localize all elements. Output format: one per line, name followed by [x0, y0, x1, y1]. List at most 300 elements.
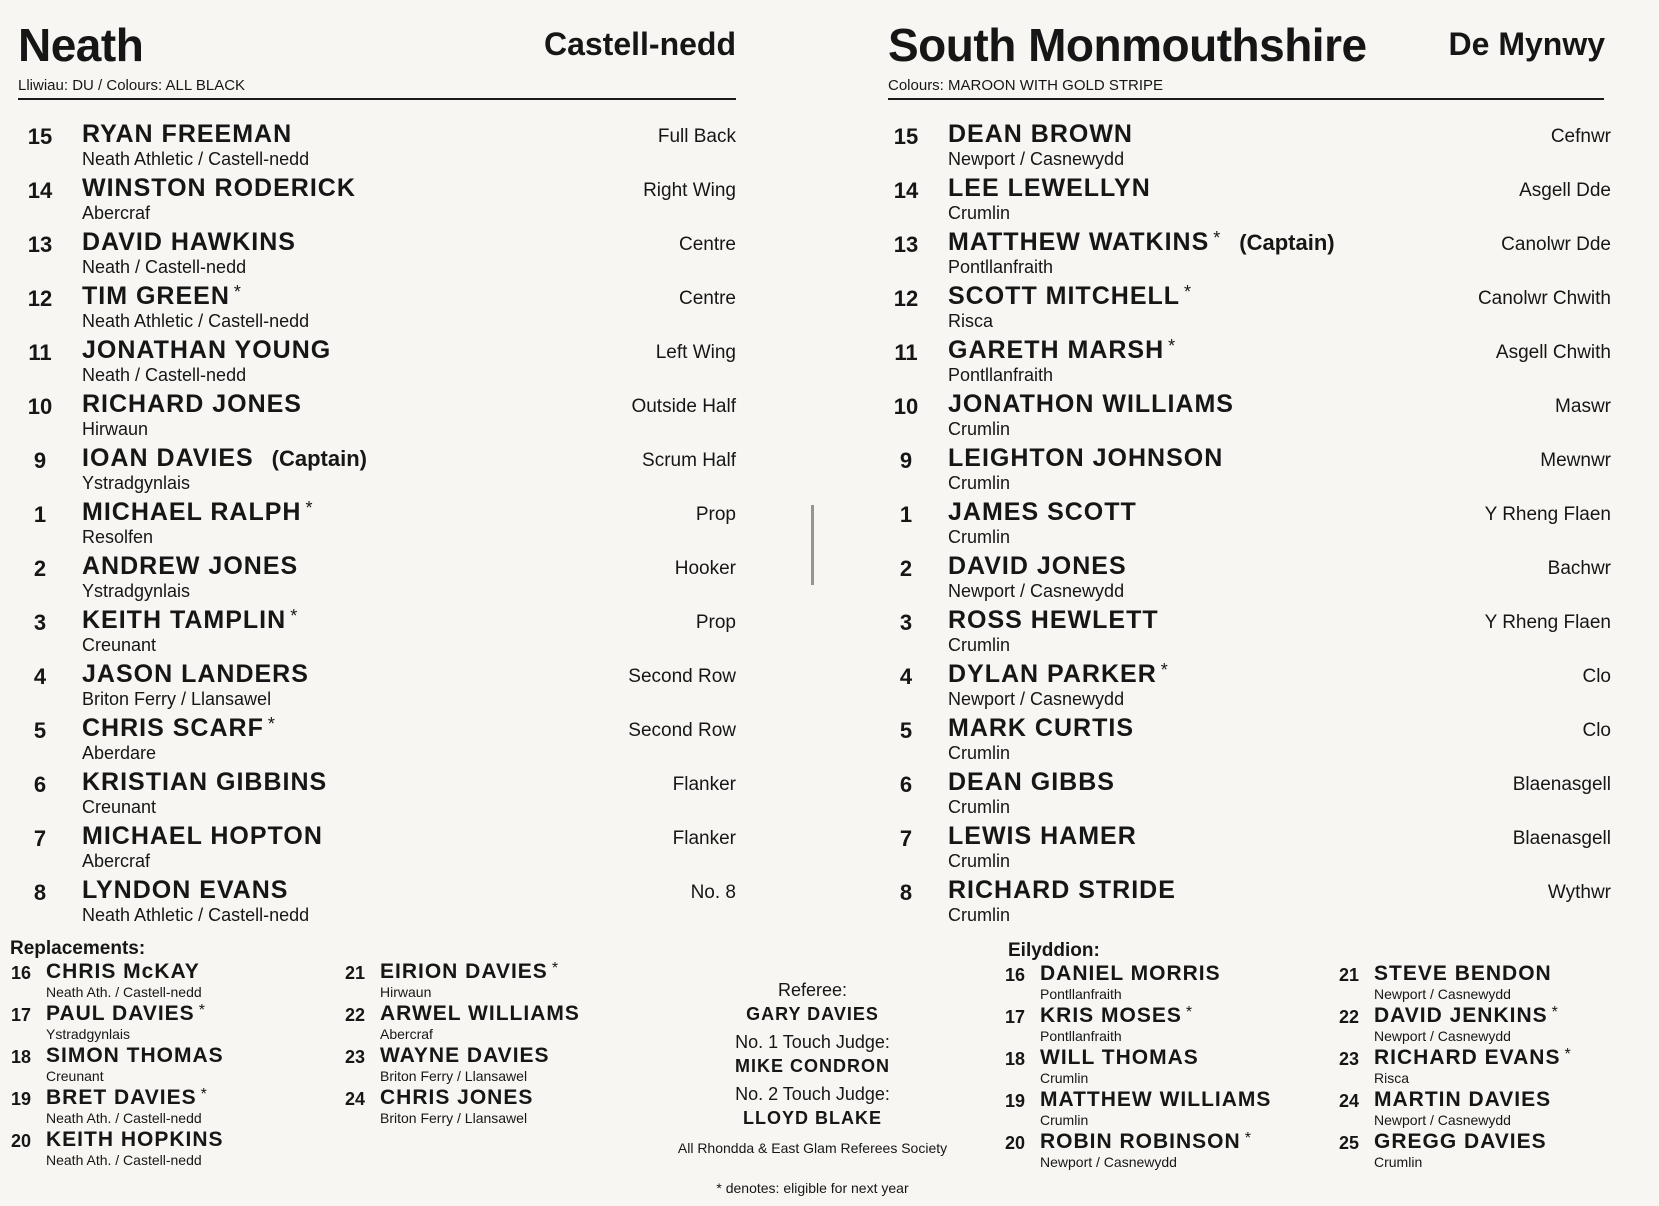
player-position: Blaenasgell: [1512, 774, 1611, 795]
player-club: Neath Athletic / Castell-nedd: [82, 905, 310, 925]
replacement-row: [1336, 1130, 1659, 1170]
player-row: [20, 494, 736, 548]
replacement-name: [46, 1044, 224, 1068]
player-position: Y Rheng Flaen: [1484, 504, 1611, 525]
replacement-club: Neath Ath. / Castell-nedd: [46, 1152, 202, 1168]
player-name: [948, 606, 1159, 635]
player-row: [886, 602, 1611, 656]
player-position: Asgell Dde: [1519, 180, 1611, 201]
player-position: Hooker: [674, 558, 736, 579]
player-club: Neath / Castell-nedd: [82, 257, 247, 277]
player-number: 15: [27, 124, 53, 149]
player-name: [948, 228, 1335, 257]
player-club: Neath Athletic / Castell-nedd: [82, 311, 310, 331]
touch-judge-1-label: No. 1 Touch Judge:: [735, 1032, 890, 1052]
replacement-number: 18: [10, 1047, 32, 1067]
replacement-name-text: STEVE BENDON: [1374, 962, 1552, 985]
player-name-text: DEAN GIBBS: [948, 768, 1115, 796]
player-name-text: JAMES SCOTT: [948, 498, 1137, 526]
player-position: Cefnwr: [1550, 126, 1611, 147]
player-name-text: TIM GREEN: [82, 282, 230, 310]
player-name-text: LYNDON EVANS: [82, 876, 289, 904]
replacement-name: [380, 960, 559, 984]
player-club: Pontllanfraith: [948, 257, 1054, 277]
replacement-name-text: WAYNE DAVIES: [380, 1044, 550, 1067]
eligibility-footnote: * denotes: eligible for next year: [716, 1180, 909, 1196]
player-number: 3: [899, 610, 913, 635]
player-row: [20, 764, 736, 818]
player-row: [886, 332, 1611, 386]
player-row: [20, 386, 736, 440]
replacement-name-text: DAVID JENKINS: [1374, 1004, 1548, 1027]
player-name: [82, 822, 323, 851]
replacement-name-text: CHRIS JONES: [380, 1086, 534, 1109]
player-club: Risca: [948, 311, 994, 331]
touch-judge-2-name: LLOYD BLAKE: [743, 1108, 882, 1128]
player-name-text: WINSTON RODERICK: [82, 174, 356, 202]
player-row: [20, 116, 736, 170]
replacement-name: [1374, 1088, 1551, 1112]
player-row: [886, 386, 1611, 440]
player-row: [20, 548, 736, 602]
player-position: Asgell Chwith: [1495, 342, 1611, 363]
replacement-number: 24: [1338, 1091, 1360, 1111]
touch-judge-1-name: MIKE CONDRON: [735, 1056, 890, 1076]
replacement-name-text: BRET DAVIES: [46, 1086, 197, 1109]
replacement-row: [8, 1086, 338, 1126]
replacement-club: Newport / Casnewydd: [1040, 1154, 1177, 1170]
player-row: [886, 656, 1611, 710]
replacement-name-text: WILL THOMAS: [1040, 1046, 1199, 1069]
home-header-divider: [18, 98, 736, 100]
player-club: Briton Ferry / Llansawel: [82, 689, 272, 709]
player-number: 5: [899, 718, 913, 743]
replacement-name: [1374, 1004, 1559, 1028]
player-position: Clo: [1582, 720, 1611, 741]
player-name-text: MICHAEL RALPH: [82, 498, 302, 526]
player-position: Y Rheng Flaen: [1484, 612, 1611, 633]
replacement-row: [1002, 1046, 1332, 1086]
player-number: 9: [33, 448, 47, 473]
player-name: [82, 876, 288, 905]
away-replacements-title: Eilyddion:: [1008, 940, 1100, 961]
player-name: [82, 228, 296, 257]
player-number: 6: [33, 772, 47, 797]
replacement-name-text: CHRIS McKAY: [46, 960, 200, 983]
replacement-number: 17: [1004, 1007, 1026, 1027]
player-name: [82, 174, 356, 203]
replacement-name-text: RICHARD EVANS: [1374, 1046, 1561, 1069]
replacement-number: 24: [344, 1089, 366, 1109]
replacement-name: [380, 1044, 550, 1068]
replacement-name: [1040, 962, 1221, 986]
replacement-number: 20: [1004, 1133, 1026, 1153]
replacement-row: [8, 1044, 338, 1084]
replacement-name: [46, 1002, 206, 1026]
replacement-number: 23: [1338, 1049, 1360, 1069]
player-row: [20, 170, 736, 224]
player-row: [886, 224, 1611, 278]
player-club: Crumlin: [948, 527, 1011, 547]
player-position: Canolwr Chwith: [1477, 288, 1611, 309]
replacement-name-text: ARWEL WILLIAMS: [380, 1002, 580, 1025]
player-position: Right Wing: [643, 180, 736, 201]
away-team-panel: [880, 0, 1659, 1206]
player-row: [886, 818, 1611, 872]
captain-tag: (Captain): [1239, 230, 1335, 255]
player-club: Pontllanfraith: [948, 365, 1054, 385]
player-number: 8: [33, 880, 47, 905]
player-name: [82, 606, 298, 635]
eligible-star: *: [1168, 336, 1177, 356]
eligible-star: *: [305, 498, 314, 518]
player-position: Second Row: [628, 666, 736, 687]
player-number: 10: [893, 394, 919, 419]
replacement-number: 21: [1338, 965, 1360, 985]
player-name: [82, 444, 367, 473]
player-club: Crumlin: [948, 905, 1011, 925]
player-name-text: LEIGHTON JOHNSON: [948, 444, 1224, 472]
player-name-text: IOAN DAVIES: [82, 444, 254, 472]
replacement-row: [8, 960, 338, 1000]
replacement-club: Crumlin: [1040, 1112, 1089, 1128]
player-position: Canolwr Dde: [1501, 234, 1611, 255]
player-club: Abercraf: [82, 851, 151, 871]
eligible-star: *: [1564, 1046, 1572, 1063]
eligible-star: *: [1185, 1004, 1194, 1021]
replacement-name-text: DANIEL MORRIS: [1040, 962, 1221, 985]
player-club: Newport / Casnewydd: [948, 581, 1125, 601]
home-team-title: Neath: [18, 19, 144, 71]
player-name: [82, 498, 314, 527]
player-name-text: JONATHON WILLIAMS: [948, 390, 1234, 418]
player-name-text: JONATHAN YOUNG: [82, 336, 332, 364]
replacement-club: Newport / Casnewydd: [1374, 1028, 1511, 1044]
page-fold-mark: [811, 505, 814, 585]
replacement-club: Abercraf: [380, 1026, 433, 1042]
player-club: Creunant: [82, 797, 157, 817]
eligible-star: *: [1160, 660, 1169, 680]
replacement-number: 16: [1004, 965, 1026, 985]
eligible-star: *: [1184, 282, 1193, 302]
player-number: 1: [899, 502, 913, 527]
player-name-text: MATTHEW WATKINS: [948, 228, 1210, 256]
replacement-row: [1002, 1130, 1332, 1170]
replacement-club: Creunant: [46, 1068, 104, 1084]
player-name-text: RICHARD STRIDE: [948, 876, 1176, 904]
player-position: Scrum Half: [642, 450, 736, 471]
replacement-name: [46, 1128, 224, 1152]
player-position: Centre: [678, 288, 736, 309]
player-number: 13: [27, 232, 53, 257]
player-name-text: KEITH TAMPLIN: [82, 606, 287, 634]
player-row: [20, 332, 736, 386]
replacement-name: [1374, 1130, 1547, 1154]
referee-society: All Rhondda & East Glam Referees Society: [677, 1140, 948, 1156]
replacement-club: Newport / Casnewydd: [1374, 986, 1511, 1002]
replacement-name-text: SIMON THOMAS: [46, 1044, 224, 1067]
player-name: [948, 768, 1115, 797]
home-team-title-welsh: Castell-nedd: [543, 26, 736, 62]
eligible-star: *: [1551, 1004, 1559, 1021]
replacement-name-text: KEITH HOPKINS: [46, 1128, 224, 1151]
eligible-star: *: [200, 1086, 208, 1103]
referee-name: GARY DAVIES: [746, 1004, 879, 1024]
player-number: 7: [899, 826, 913, 851]
player-position: Prop: [695, 612, 736, 633]
player-name-text: GARETH MARSH: [948, 336, 1165, 364]
replacement-name: [46, 960, 200, 984]
replacement-name: [1374, 962, 1552, 986]
player-name: [82, 282, 242, 311]
player-club: Crumlin: [948, 743, 1011, 763]
replacement-number: 22: [344, 1005, 366, 1025]
player-row: [20, 710, 736, 764]
player-name: [948, 282, 1192, 311]
replacement-row: [1002, 1088, 1332, 1128]
match-officials: [640, 978, 985, 1156]
player-name-text: DAVID JONES: [948, 552, 1127, 580]
player-club: Neath Athletic / Castell-nedd: [82, 149, 310, 169]
referee-label: Referee:: [777, 980, 848, 1000]
player-club: Crumlin: [948, 203, 1011, 223]
player-number: 12: [893, 286, 919, 311]
eligible-star: *: [1244, 1130, 1252, 1147]
replacement-row: [1336, 1004, 1659, 1044]
player-number: 13: [893, 232, 919, 257]
player-name-text: DYLAN PARKER: [948, 660, 1157, 688]
player-number: 11: [28, 340, 52, 365]
player-number: 15: [893, 124, 919, 149]
replacement-row: [342, 1002, 672, 1042]
player-position: Full Back: [657, 126, 736, 147]
away-team-colours: Colours: MAROON WITH GOLD STRIPE: [888, 77, 1164, 94]
player-row: [886, 440, 1611, 494]
player-club: Hirwaun: [82, 419, 149, 439]
eligible-star: *: [290, 606, 299, 626]
player-name-text: DAVID HAWKINS: [82, 228, 296, 256]
player-name: [948, 714, 1134, 743]
player-name-text: ROSS HEWLETT: [948, 606, 1159, 634]
player-name: [948, 822, 1137, 851]
replacement-name-text: MATTHEW WILLIAMS: [1040, 1088, 1272, 1111]
player-position: Maswr: [1555, 396, 1611, 417]
player-name-text: KRISTIAN GIBBINS: [82, 768, 328, 796]
replacement-row: [8, 1002, 338, 1042]
player-position: Outside Half: [631, 396, 736, 417]
player-row: [20, 440, 736, 494]
player-name: [82, 768, 327, 797]
player-name-text: SCOTT MITCHELL: [948, 282, 1181, 310]
away-team-title: South Monmouthshire: [888, 19, 1367, 71]
replacement-number: 22: [1338, 1007, 1360, 1027]
player-number: 2: [899, 556, 913, 581]
player-name: [948, 444, 1223, 473]
replacement-row: [8, 1128, 338, 1168]
player-name: [82, 714, 276, 743]
home-team-colours: Lliwiau: DU / Colours: ALL BLACK: [18, 77, 246, 94]
player-row: [886, 710, 1611, 764]
player-name-text: LEWIS HAMER: [948, 822, 1137, 850]
player-name: [948, 174, 1151, 203]
eligible-star: *: [1213, 228, 1222, 248]
player-club: Newport / Casnewydd: [948, 689, 1125, 709]
player-position: Wythwr: [1547, 882, 1611, 903]
replacement-name: [1040, 1088, 1271, 1112]
replacement-name-text: PAUL DAVIES: [46, 1002, 195, 1025]
replacement-row: [1002, 962, 1332, 1002]
replacement-club: Neath Ath. / Castell-nedd: [46, 1110, 202, 1126]
replacement-number: 17: [10, 1005, 32, 1025]
replacement-number: 19: [10, 1089, 32, 1109]
replacement-name: [380, 1002, 580, 1026]
replacement-number: 20: [10, 1131, 32, 1151]
replacement-row: [342, 960, 672, 1000]
player-name: [948, 876, 1176, 905]
player-row: [886, 116, 1611, 170]
player-club: Creunant: [82, 635, 157, 655]
player-name-text: MARK CURTIS: [948, 714, 1134, 742]
player-position: Second Row: [628, 720, 736, 741]
replacement-number: 18: [1004, 1049, 1026, 1069]
replacement-name: [46, 1086, 208, 1110]
player-number: 7: [33, 826, 47, 851]
replacement-name-text: ROBIN ROBINSON: [1040, 1130, 1241, 1153]
player-number: 11: [894, 340, 918, 365]
player-number: 4: [899, 664, 913, 689]
player-club: Aberdare: [82, 743, 157, 763]
player-position: Flanker: [672, 828, 736, 849]
player-name-text: RYAN FREEMAN: [82, 120, 293, 148]
replacement-club: Briton Ferry / Llansawel: [380, 1110, 528, 1126]
replacement-name: [1374, 1046, 1572, 1070]
player-name-text: DEAN BROWN: [948, 120, 1133, 148]
player-position: Mewnwr: [1540, 450, 1611, 471]
player-position: Clo: [1582, 666, 1611, 687]
player-row: [886, 170, 1611, 224]
replacement-row: [1336, 962, 1659, 1002]
player-name-text: LEE LEWELLYN: [948, 174, 1151, 202]
player-position: Left Wing: [655, 342, 736, 363]
replacement-name-text: MARTIN DAVIES: [1374, 1088, 1552, 1111]
player-position: Flanker: [672, 774, 736, 795]
player-club: Newport / Casnewydd: [948, 149, 1125, 169]
player-name: [948, 660, 1169, 689]
player-number: 14: [27, 178, 53, 203]
player-row: [886, 278, 1611, 332]
replacement-club: Crumlin: [1040, 1070, 1089, 1086]
replacement-row: [1336, 1046, 1659, 1086]
player-name: [948, 498, 1137, 527]
player-club: Crumlin: [948, 851, 1011, 871]
player-club: Crumlin: [948, 797, 1011, 817]
player-row: [886, 764, 1611, 818]
replacement-club: Newport / Casnewydd: [1374, 1112, 1511, 1128]
player-row: [20, 602, 736, 656]
replacement-number: 16: [10, 963, 32, 983]
player-number: 5: [33, 718, 47, 743]
player-position: Prop: [695, 504, 736, 525]
player-name: [82, 552, 298, 581]
player-number: 9: [899, 448, 913, 473]
replacement-name: [1040, 1130, 1252, 1154]
replacement-number: 25: [1338, 1133, 1360, 1153]
replacement-name-text: EIRION DAVIES: [380, 960, 548, 983]
eligible-star: *: [233, 282, 242, 302]
player-position: No. 8: [690, 882, 736, 903]
replacement-club: Crumlin: [1374, 1154, 1423, 1170]
player-name: [82, 390, 302, 419]
player-name-text: CHRIS SCARF: [82, 714, 264, 742]
player-name-text: ANDREW JONES: [82, 552, 299, 580]
replacement-name: [1040, 1004, 1193, 1028]
replacement-name: [380, 1086, 533, 1110]
player-club: Crumlin: [948, 419, 1011, 439]
eligible-star: *: [551, 960, 560, 977]
replacement-club: Pontllanfraith: [1040, 986, 1122, 1002]
player-row: [886, 548, 1611, 602]
player-number: 8: [899, 880, 913, 905]
player-club: Crumlin: [948, 635, 1011, 655]
player-club: Abercraf: [82, 203, 151, 223]
eligible-star: *: [198, 1002, 206, 1019]
replacement-number: 19: [1004, 1091, 1026, 1111]
player-name-text: MICHAEL HOPTON: [82, 822, 323, 850]
player-name: [82, 660, 309, 689]
replacement-row: [1002, 1004, 1332, 1044]
replacement-club: Pontllanfraith: [1040, 1028, 1122, 1044]
player-number: 1: [33, 502, 47, 527]
replacement-number: 21: [344, 963, 366, 983]
replacement-club: Risca: [1374, 1070, 1410, 1086]
replacement-club: Ystradgynlais: [46, 1026, 131, 1042]
player-name: [82, 336, 331, 365]
player-row: [20, 656, 736, 710]
replacement-row: [342, 1044, 672, 1084]
replacement-name-text: KRIS MOSES: [1040, 1004, 1182, 1027]
away-team-title-welsh: De Mynwy: [1448, 26, 1605, 62]
replacement-club: Briton Ferry / Llansawel: [380, 1068, 528, 1084]
player-name: [948, 120, 1133, 149]
player-number: 14: [893, 178, 919, 203]
player-club: Ystradgynlais: [82, 473, 191, 493]
replacement-club: Hirwaun: [380, 984, 432, 1000]
player-club: Neath / Castell-nedd: [82, 365, 247, 385]
player-position: Blaenasgell: [1512, 828, 1611, 849]
player-number: 2: [33, 556, 47, 581]
player-club: Ystradgynlais: [82, 581, 191, 601]
eligible-star: *: [267, 714, 276, 734]
player-position: Centre: [678, 234, 736, 255]
player-name: [82, 120, 292, 149]
player-row: [20, 872, 736, 926]
replacement-name: [1040, 1046, 1199, 1070]
player-name: [948, 336, 1176, 365]
player-row: [20, 224, 736, 278]
player-name-text: JASON LANDERS: [82, 660, 309, 688]
player-row: [20, 818, 736, 872]
home-replacements-title: Replacements:: [10, 938, 146, 959]
replacement-row: [1336, 1088, 1659, 1128]
player-name: [948, 390, 1234, 419]
replacement-name-text: GREGG DAVIES: [1374, 1130, 1547, 1153]
touch-judge-2-label: No. 2 Touch Judge:: [735, 1084, 890, 1104]
player-number: 3: [33, 610, 47, 635]
player-row: [886, 872, 1611, 926]
player-name-text: RICHARD JONES: [82, 390, 302, 418]
player-number: 4: [33, 664, 47, 689]
player-name: [948, 552, 1127, 581]
